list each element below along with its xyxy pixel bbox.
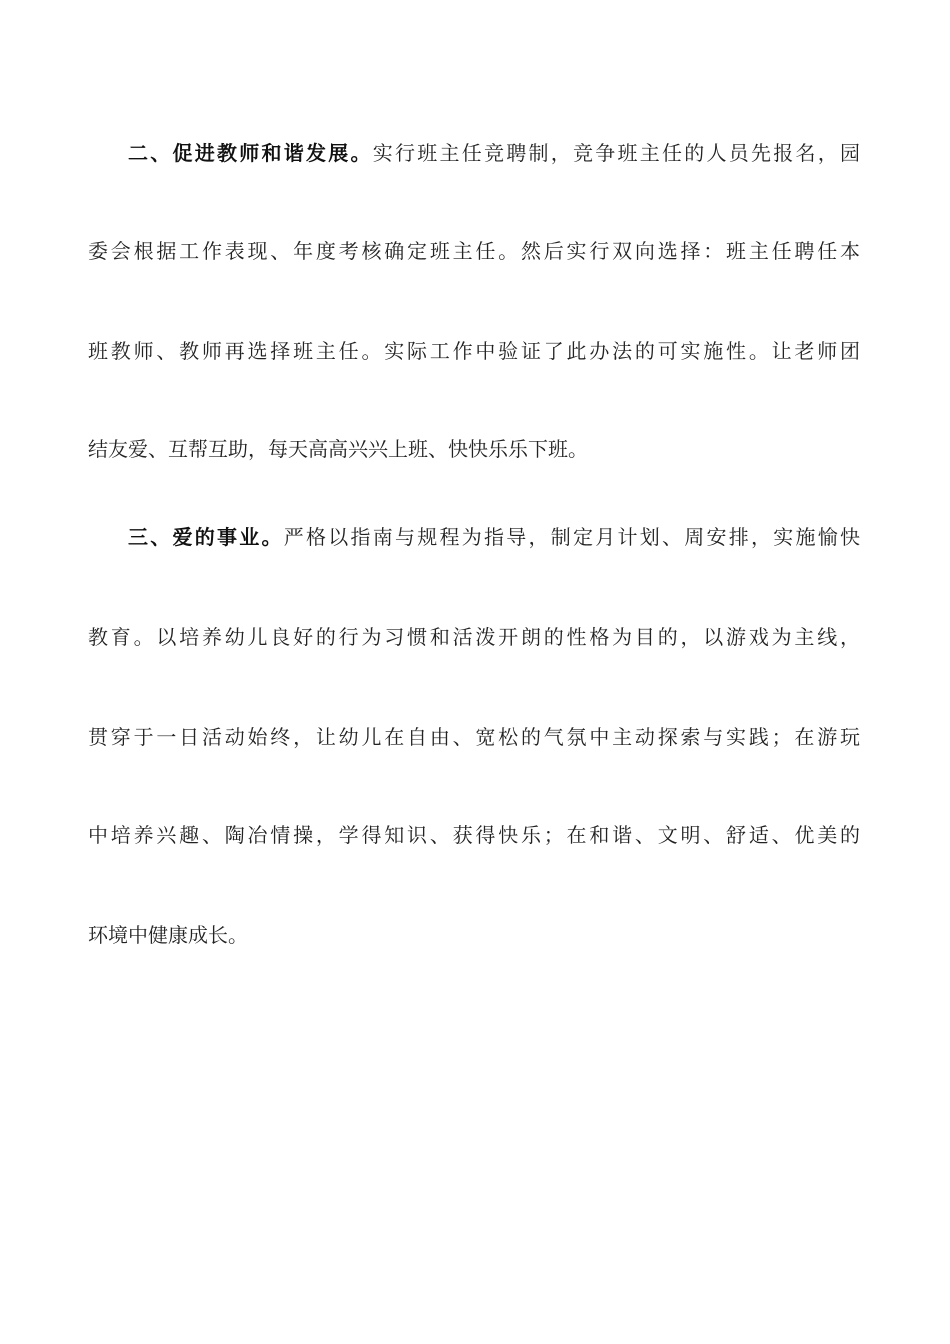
paragraph-line (128, 136, 860, 170)
section-heading: 二、促进教师和谐发展。 (128, 141, 373, 165)
section-heading: 三、爱的事业。 (128, 525, 284, 549)
paragraph-line: 中培养兴趣、陶冶情操，学得知识、获得快乐；在和谐、文明、舒适、优美的 (88, 823, 860, 847)
paragraph-line: 贯穿于一日活动始终，让幼儿在自由、宽松的气氛中主动探索与实践；在游玩 (88, 725, 860, 749)
paragraph-text: 严格以指南与规程为指导，制定月计划、周安排，实施愉快 (283, 525, 860, 549)
paragraph-line: 班教师、教师再选择班主任。实际工作中验证了此办法的可实施性。让老师团 (88, 339, 860, 363)
paragraph-line: 教育。以培养幼儿良好的行为习惯和活泼开朗的性格为目的，以游戏为主线， (88, 625, 860, 649)
paragraph-text: 实行班主任竞聘制，竞争班主任的人员先报名，园 (372, 141, 860, 165)
paragraph-line: 委会根据工作表现、年度考核确定班主任。然后实行双向选择：班主任聘任本 (88, 239, 860, 263)
paragraph-line: 环境中健康成长。 (88, 923, 248, 947)
paragraph-line: 结友爱、互帮互助，每天高高兴兴上班、快快乐乐下班。 (88, 437, 588, 461)
paragraph-line (128, 520, 860, 554)
